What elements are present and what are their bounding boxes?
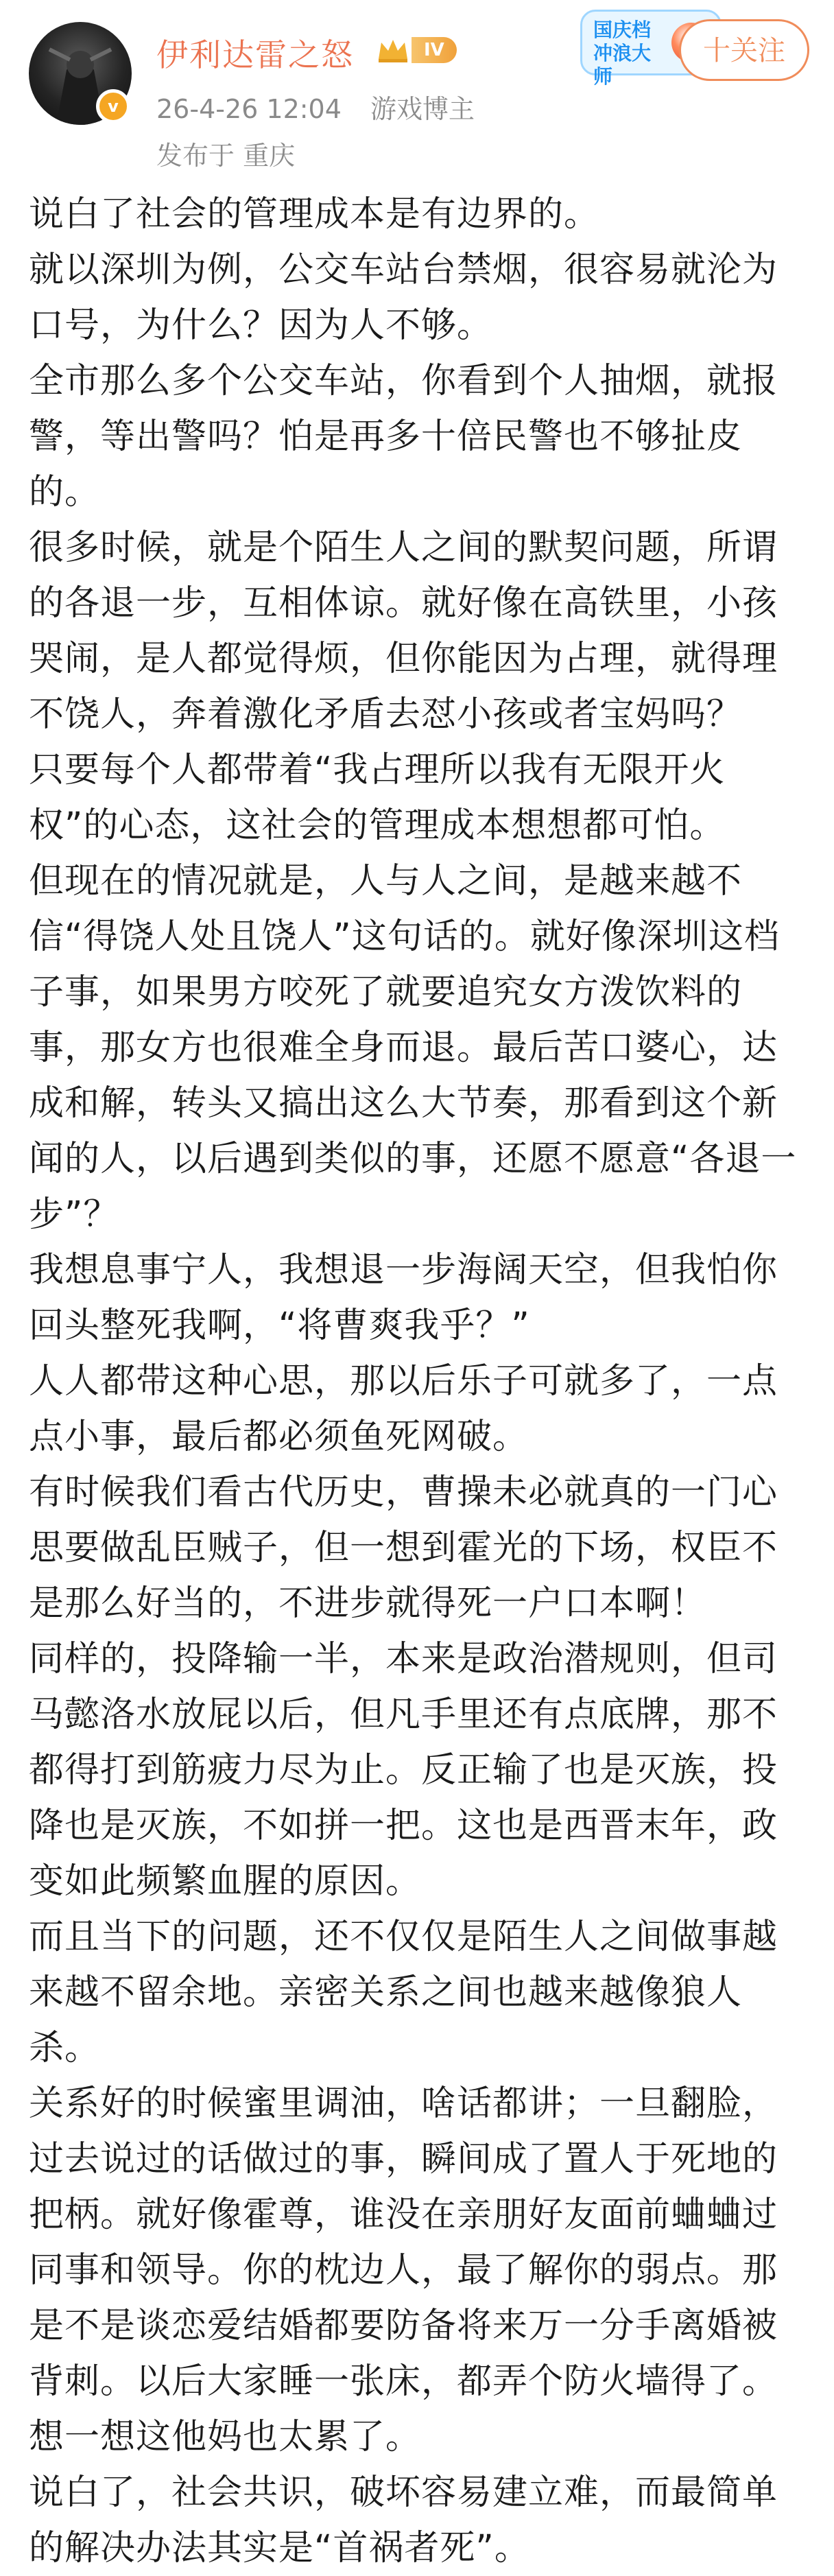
post-paragraph: 而且当下的问题，还不仅仅是陌生人之间做事越来越不留余地。亲密关系之间也越来越像狼人杀。 — [29, 1917, 778, 2068]
post-paragraph: 说白了，社会共识，破坏容易建立难，而最简单的解决办法其实是“首祸者死”。 — [29, 2472, 778, 2568]
post-header — [0, 0, 834, 185]
post-paragraph: 很多时候，就是个陌生人之间的默契问题，所谓的各退一步，互相体谅。就好像在高铁里，小孩哭闹，是人都觉得烦，但你能因为占理，就得理不饶人，奔着激化矛盾去怼小孩或者宝妈吗？ — [29, 528, 778, 735]
post-paragraph: 只要每个人都带着“我占理所以我有无限开火权”的心态，这社会的管理成本想想都可怕。 — [29, 750, 726, 846]
post-paragraph: 想一想这他妈也太累了。 — [29, 2417, 422, 2457]
post-paragraph: 全市那么多个公交车站，你看到个人抽烟，就报警，等出警吗？怕是再多十倍民警也不够扯皮的。 — [29, 361, 778, 512]
verified-badge: v — [96, 89, 130, 123]
post-meta — [156, 88, 495, 126]
post-paragraph: 关系好的时候蜜里调油，啥话都讲；一旦翻脸，过去说过的话做过的事，瞬间成了置人于死地的把柄。就好像霍尊，谁没在亲朋好友面前蛐蛐过同事和领导。你的枕边人，最了解你的弱点。那是不是谈恋爱结婚都要防备将来万一分手离婚被背刺。以后大家睡一张床，都弄个防火墙得了。 — [29, 2083, 778, 2402]
post-content — [29, 187, 811, 2576]
level-badge: IV — [412, 37, 457, 63]
author-role: 游戏博主 — [370, 94, 475, 124]
post-paragraph: 就以深圳为例，公交车站台禁烟，很容易就沦为口号，为什么？因为人不够。 — [29, 250, 778, 346]
post-timestamp: 26-4-26 12:04 — [156, 94, 342, 124]
post-paragraph: 人人都带这种心思，那以后乐子可就多了，一点点小事，最后都必须鱼死网破。 — [29, 1361, 778, 1457]
post-paragraph: 有时候我们看古代历史，曹操未必就真的一门心思要做乱臣贼子，但一想到霍光的下场，权臣不是那么好当的，不进步就得死一户口本啊！ — [29, 1472, 778, 1624]
post-paragraph: 我想息事宁人，我想退一步海阔天空，但我怕你回头整死我啊，“将曹爽我乎？” — [29, 1250, 778, 1346]
post-paragraph: 同样的，投降输一半，本来是政治潜规则，但司马懿洛水放屁以后，但凡手里还有点底牌，那不都得打到筋疲力尽为止。反正输了也是灭族，投降也是灭族，不如拼一把。这也是西晋末年，政变如此频繁血腥的原因。 — [29, 1639, 778, 1902]
crown-icon — [376, 36, 410, 63]
post-location: 发布于 重庆 — [156, 141, 296, 171]
author-name[interactable]: 伊利达雷之怒 — [156, 36, 354, 73]
post-paragraph: 但现在的情况就是，人与人之间，是越来越不信“得饶人处且饶人”这句话的。就好像深圳这档子事，如果男方咬死了就要追究女方泼饮料的事，那女方也很难全身而退。最后苦口婆心，达成和解，转头又搞出这么大节奏，那看到这个新闻的人，以后遇到类似的事，还愿不愿意“各退一步”？ — [29, 861, 797, 1235]
post-paragraph: 说白了社会的管理成本是有边界的。 — [29, 194, 600, 235]
event-badge-text: 国庆档冲浪大师 — [593, 19, 652, 88]
follow-button[interactable]: 十关注 — [679, 19, 809, 81]
